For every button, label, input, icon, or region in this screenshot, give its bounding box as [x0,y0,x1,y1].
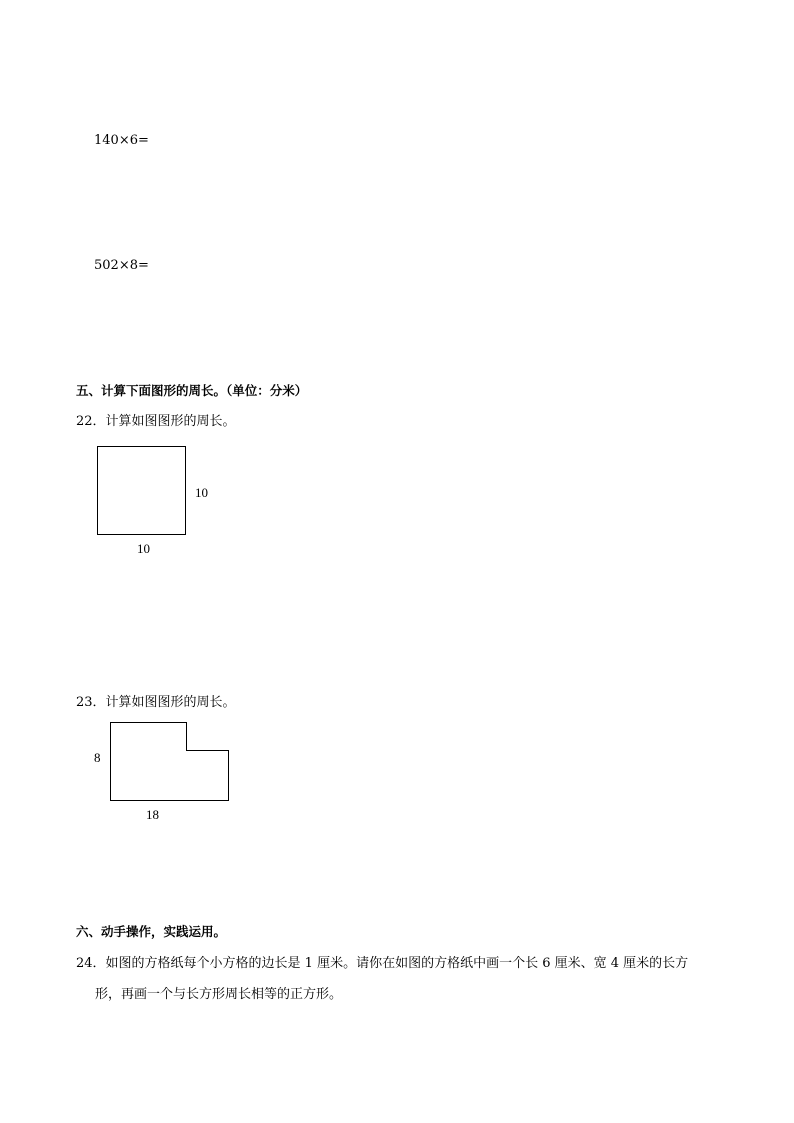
notched-bottom-label: 18 [146,807,159,822]
calc-140x6: 140×6= [94,133,149,148]
section-6-title: 六、动手操作，实践运用。 [76,924,227,939]
section-5-title: 五、计算下面图形的周长。（单位：分米） [76,383,308,398]
notched-left-label: 8 [94,750,101,765]
question-24-line-2: 形，再画一个与长方形周长相等的正方形。 [95,987,343,1002]
square-side-label: 10 [195,485,208,500]
notched-shape [111,723,229,801]
question-24-line-1: 24．如图的方格纸每个小方格的边长是 1 厘米。请你在如图的方格纸中画一个长 6 厘米、宽 4 厘米的长方 [76,956,689,971]
question-23-text: 23．计算如图图形的周长。 [76,695,236,710]
square-bottom-label: 10 [137,541,150,556]
question-22-text: 22．计算如图图形的周长。 [76,414,236,429]
calc-502x8: 502×8= [94,258,149,273]
